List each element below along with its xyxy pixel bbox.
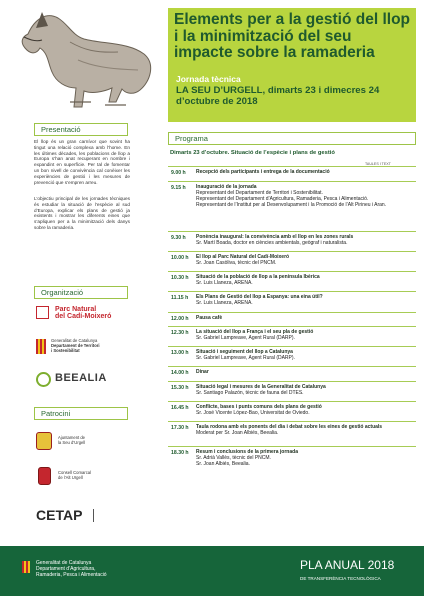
program-time: 9.30 h — [171, 235, 186, 241]
program-row — [168, 181, 416, 231]
section-programa: Programa — [168, 132, 416, 145]
program-time: 10.00 h — [171, 255, 189, 261]
program-row — [168, 271, 416, 291]
section-presentacio: Presentació — [34, 123, 128, 136]
section-patrocini: Patrocini — [34, 407, 128, 420]
page-title: Elements per a la gestió del llop i la minimització del seu impacte sobre la ramaderia — [174, 11, 411, 61]
shield-icon — [36, 432, 52, 450]
program-row — [168, 381, 416, 401]
program-row — [168, 291, 416, 312]
program-row — [168, 421, 416, 446]
program-row — [168, 401, 416, 421]
program-detail: Sr. Joan Albiés, Beealia. — [196, 460, 250, 467]
section-organitzacio: Organització — [34, 286, 128, 299]
program-title: Situació de la població de llop a la península Ibèrica — [196, 274, 320, 280]
program-detail: Sr. Joan Casòliva, tècnic del PNCM. — [196, 259, 277, 266]
program-detail: Moderat per Sr. Joan Albiés, Beealia. — [196, 429, 279, 436]
coat-of-arms-icon — [38, 467, 51, 485]
program-title: Situació i seguiment del llop a Catalunya — [196, 349, 293, 355]
program-item — [196, 185, 412, 209]
footer-generalitat: Generalitat de Catalunya Departament d’Agricultura, Ramaderia, Pesca i Alimentació — [36, 560, 107, 578]
day-heading: Dimarts 23 d’octubre. Situació de l’espècie i plans de gestió — [170, 150, 335, 156]
program-time: 16.45 h — [171, 405, 189, 411]
program-time: 17.30 h — [171, 425, 189, 431]
program-row — [168, 346, 416, 366]
bee-icon — [36, 372, 51, 387]
footer-plan-title: PLA ANUAL 2018 — [300, 558, 395, 572]
program-item — [196, 255, 412, 267]
program-title: El llop al Parc Natural del Cadí-Moixeró — [196, 254, 290, 260]
program-item — [196, 385, 412, 397]
event-type: Jornada tècnica — [176, 74, 241, 84]
senyera-icon — [36, 339, 46, 354]
program-detail: Sr. Santiago Palazón, tècnic de fauna del DTES. — [196, 389, 304, 396]
program-detail: Sr. Gabriel Lampreave, Agent Rural (DARP). — [196, 354, 295, 361]
program-item — [196, 370, 412, 376]
program-item — [196, 316, 412, 322]
program-title: Els Plans de Gestió del llop a Espanya: una eina útil? — [196, 294, 323, 300]
program-title: Taula rodona amb els ponents del dia i debat sobre les eines de gestió actuals — [196, 424, 383, 430]
program-item — [196, 235, 412, 247]
program-detail: Sr. José Vicente López-Bao, Universitat de Oviedo. — [196, 409, 310, 416]
program-item — [196, 275, 412, 287]
program-detail: Sr. Gabriel Lampreave, Agent Rural (DARP). — [196, 334, 295, 341]
program-title: La situació del llop a França i el seu pla de gestió — [196, 329, 314, 335]
program-item — [196, 405, 412, 417]
footer-plan-subtitle: DE TRANSFERÈNCIA TECNOLÒGICA — [300, 576, 381, 581]
section-tag: TAULES I TEXT — [365, 162, 391, 166]
footer-bar — [0, 546, 424, 596]
program-time: 14.00 h — [171, 370, 189, 376]
program-time: 13.00 h — [171, 350, 189, 356]
event-location-date: LA SEU D’URGELL, dimarts 23 i dimecres 24 d’octubre de 2018 — [176, 85, 380, 107]
program-title: Ponència inaugural: la convivència amb el llop en les zones rurals — [196, 234, 354, 240]
program-title: Conflicte, bases i punts comuns dels plans de gestió — [196, 404, 322, 410]
program-item — [196, 170, 412, 176]
program-title: Resum i conclusions de la primera jornada — [196, 449, 298, 455]
program-time: 12.30 h — [171, 330, 189, 336]
program-title: Recepció dels participants i entrega de la documentació — [196, 169, 330, 175]
program-time: 9.00 h — [171, 170, 186, 176]
program-title: Inauguració de la jornada — [196, 184, 257, 190]
flag-icon — [36, 306, 49, 319]
presentacio-paragraph-1: El llop és un gran carnívor que sovint ha tingut una relació complexa amb l’home. En les últimes dècades, les poblacions de llop a Europa s’han anat recuperant en nombre i expandint en superfície. Per tal de fomentar un bon nivell de convivència cal conèixer les experiències de gestió i les mesures de prevenció que s’empren arreu. — [34, 139, 130, 185]
program-row — [168, 312, 416, 326]
program-item — [196, 350, 412, 362]
program-item — [196, 450, 412, 468]
program-time: 11.15 h — [171, 295, 189, 301]
program-row — [168, 166, 416, 181]
program-title: Dinar — [196, 369, 209, 375]
program-item — [196, 330, 412, 342]
program-time: 15.30 h — [171, 385, 189, 391]
program-row — [168, 251, 416, 271]
presentacio-paragraph-2: L’objectiu principal de les jornades tècniques és estudiar la situació de l’espècie al sud d’Europa, explicar els plans de gestió ja existents i mostrar les diferents eines que s’apliquen per a la minimització dels danys sobre la ramaderia. — [34, 196, 130, 230]
program-detail: Representant de l’Institut per al Desenvolupament i la Promoció de l’Alt Pirineu i Aran. — [196, 201, 387, 208]
wolf-illustration — [0, 0, 168, 122]
program-time: 18.30 h — [171, 450, 189, 456]
program-detail: Sr. Luis Llaneza, ARENA. — [196, 299, 253, 306]
program-title: Situació legal i mesures de la Generalitat de Catalunya — [196, 384, 326, 390]
program-row — [168, 366, 416, 381]
senyera-icon — [22, 561, 30, 573]
program-detail: Representant del Departament de Territori i Sostenibilitat. — [196, 189, 323, 196]
header-banner — [168, 8, 416, 122]
program-time: 9.15 h — [171, 185, 186, 191]
program-detail: Representant del Departament d’Agricultura, Ramaderia, Pesca i Alimentació. — [196, 195, 369, 202]
program-detail: Sr. Adrià Vallès, tècnic del PNCM. — [196, 454, 271, 461]
program-item — [196, 295, 412, 307]
brochure-page: Elements per a la gestió del llop i la minimització del seu impacte sobre la ramaderia Jornada tècnica LA SEU D’URGELL, dimarts 23 i dimecres 24 d’octubre de 2018 Presentació El llop és un gran carnívor que sovint ha tingut una relació complexa amb l’home. En les últimes dècades, les poblacions de llop a Europa s’han anat recuperant en nombre i expandint en superfície. Per tal de fomentar un bon nivell de convivència cal conèixer les experiències de gestió i les mesures de prevenció que s’empren arreu. L’objectiu principal de les jornades tècniques és estudiar la situació de l’espècie al sud d’Europa, explicar els plans de gestió ja existents i mostrar les diferents eines que s’apliquen per a la minimització dels danys sobre la ramaderia. Organització Parc Natural del Cadí-Moixeró Generalitat de Catalunya Departament de Territori i Sostenibilitat BEEALIA Patrocini Ajuntament de la Seu d’Urgell Consell Comarcal de l’Alt Urgell CETAP Programa Dimarts 23 d’octubre. Situació de l’espècie i plans de gestió TAULES I TEXT 9.00 h Recepció dels participants i entrega de la documentació 9.15 h Inauguració de la jornada Representant del Departament de Territori i Sostenibilitat. Representant del Departament d’Agricultura, Ramaderia, Pesca i Alimentació. Representant de l’Institut per al Desenvolupament i la Promoció de l’Alt Pirineu i Aran. 9.30 h Ponència inaugural: la convivència amb el llop en les zones rurals Sr. Martí Boada, doctor en ciències ambientals, geògraf i naturalista. 10.00 h El llop al Parc Natural del Cadí-Moixeró Sr. Joan Casòliva, tècnic del PNCM. 10.30 h Situació de la població de llop a la península Ibèrica Sr. Luis Llaneza, ARENA. 11.15 h Els Plans de Gestió del llop a Espanya: una eina útil? Sr. Luis Llaneza, ARENA. 12.00 h Pausa cafè 12.30 h La situació del llop a França i el seu pla de gestió Sr. Gabriel Lampreave, Agent Rural (DARP). 13.00 h Situació i seguiment del llop a Catalunya Sr. Gabriel Lampreave, Agent Rural (DARP). 14.00 h Dinar 15.30 h Situació legal i mesures de la Generalitat de Catalunya Sr. Santiago Palazón, tècnic de fauna del DTES. 16.45 h Conflicte, bases i punts comuns dels plans de gestió Sr. José Vicente López-Bao, Universitat de Oviedo. 17.30 h Taula rodona amb els ponents del dia i debat sobre les eines de gestió actuals Moderat per Sr. Joan Albiés, Beealia. 18.30 h Resum i conclusions de la primera jornada Sr. Adrià Vallès, tècnic del PNCM. Sr. Joan Albiés, Beealia. Generalitat de Catalunya Departament d’Agricultura, Ramaderia, Pesca i Alimentació PLA ANUAL 2018 DE TRANSFERÈNCIA TECNOLÒGICA — [0, 0, 424, 596]
program-title: Pausa cafè — [196, 315, 223, 321]
program-row — [168, 231, 416, 251]
program-row — [168, 446, 416, 481]
program-detail: Sr. Luis Llaneza, ARENA. — [196, 279, 253, 286]
program-item — [196, 425, 412, 437]
program-row — [168, 326, 416, 346]
program-detail: Sr. Martí Boada, doctor en ciències ambientals, geògraf i naturalista. — [196, 239, 348, 246]
program-time: 12.00 h — [171, 316, 189, 322]
program-time: 10.30 h — [171, 275, 189, 281]
